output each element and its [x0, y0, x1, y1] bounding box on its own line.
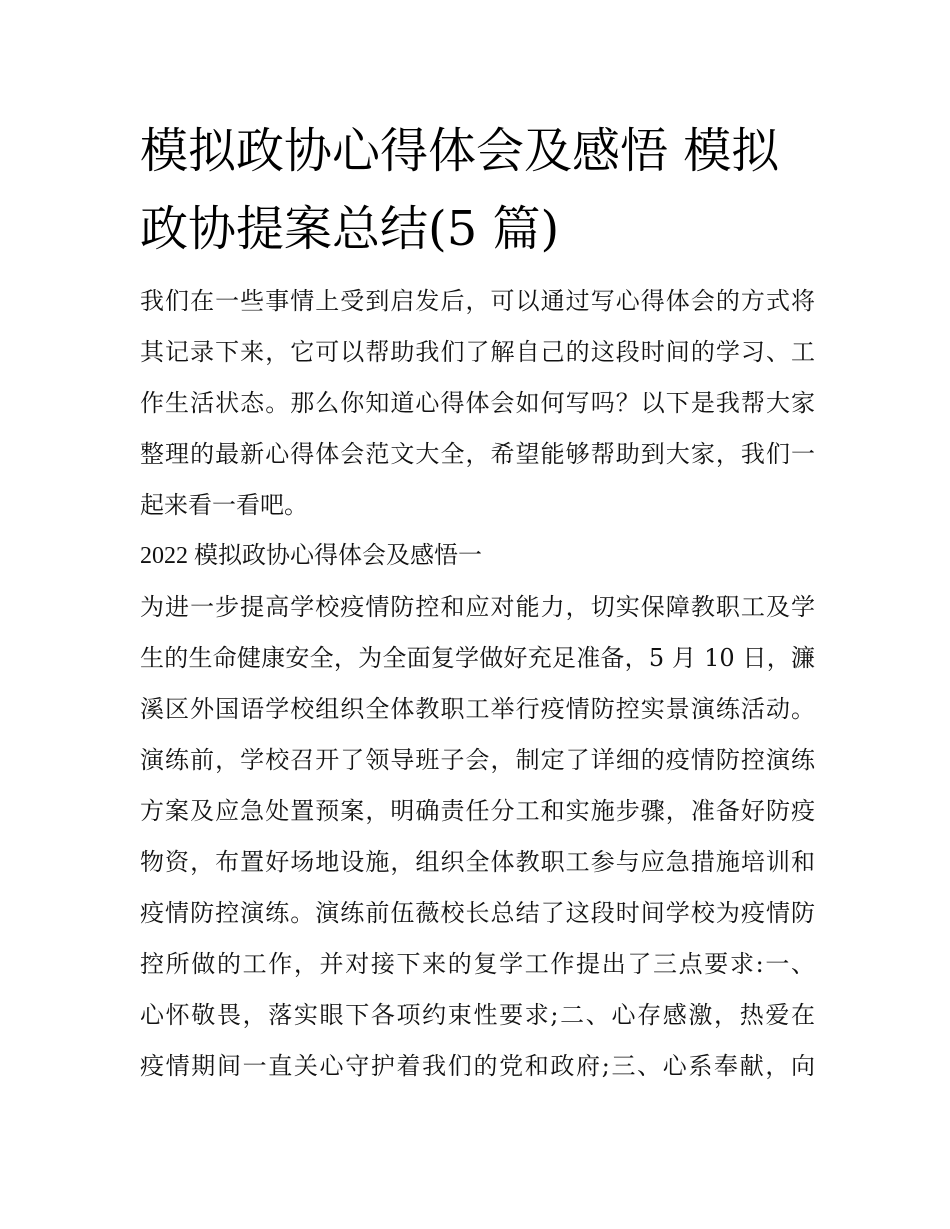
section-line: 心怀敬畏，落实眼下各项约束性要求;二、心存感激，热爱在 [140, 1001, 815, 1029]
intro-line: 作生活状态。那么你知道心得体会如何写吗？以下是我帮大家 [140, 389, 815, 417]
section-line: 疫情期间一直关心守护着我们的党和政府;三、心系奉献，向 [140, 1052, 815, 1080]
document-title [140, 112, 810, 268]
section-line: 物资，布置好场地设施，组织全体教职工参与应急措施培训和 [140, 848, 815, 876]
section-line: 疫情防控演练。演练前伍薇校长总结了这段时间学校为疫情防 [140, 899, 815, 927]
section-line: 方案及应急处置预案，明确责任分工和实施步骤，准备好防疫 [140, 797, 815, 825]
section-line: 为进一步提高学校疫情防控和应对能力，切实保障教职工及学 [140, 593, 815, 621]
section-line: 演练前，学校召开了领导班子会，制定了详细的疫情防控演练 [140, 746, 815, 774]
section-line: 控所做的工作，并对接下来的复学工作提出了三点要求:一、 [140, 950, 815, 978]
section-paragraph [140, 587, 815, 1086]
intro-paragraph [140, 281, 815, 525]
title-line-2: 政协提案总结(5 篇) [140, 201, 560, 257]
section-line: 生的生命健康安全，为全面复学做好充足准备，5 月 10 日，濂 [140, 644, 815, 672]
section-line: 溪区外国语学校组织全体教职工举行疫情防控实景演练活动。 [140, 695, 815, 723]
intro-line: 起来看一看吧。 [140, 491, 308, 519]
section-heading: 2022 模拟政协心得体会及感悟一 [140, 543, 482, 569]
intro-line: 整理的最新心得体会范文大全，希望能够帮助到大家，我们一 [140, 440, 815, 468]
document-body [140, 281, 815, 1097]
intro-line: 我们在一些事情上受到启发后，可以通过写心得体会的方式将 [140, 287, 815, 315]
title-line-1: 模拟政协心得体会及感悟 模拟 [140, 123, 780, 179]
intro-line: 其记录下来，它可以帮助我们了解自己的这段时间的学习、工 [140, 338, 815, 366]
